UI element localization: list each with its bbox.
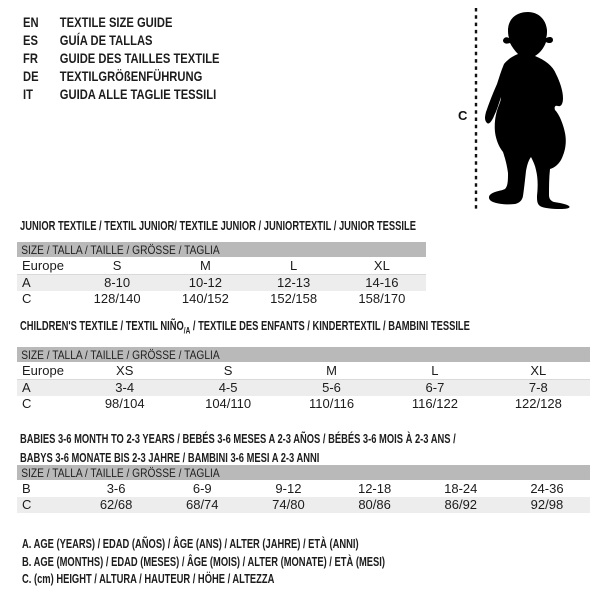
guide-title-es: GUÍA DE TALLAS: [59, 32, 153, 48]
table-title-babies-line1: BABIES 3-6 MONTH TO 2-3 YEARS / BEBÉS 3-6 MESES A 2-3 AÑOS / BÉBÉS 3-6 MOIS À 2-3 ANS /: [20, 431, 456, 446]
language-row-it: [23, 85, 220, 103]
children-size-table: [17, 347, 590, 412]
language-code: ES: [23, 32, 38, 48]
size-header-label: SIZE / TALLA / TAILLE / GRÖSSE / TAGLIA: [21, 242, 220, 257]
row-label: C: [22, 291, 32, 306]
height-cell: 74/80: [272, 497, 305, 512]
height-cell: 158/170: [358, 291, 406, 306]
baby-silhouette-icon: [455, 0, 600, 215]
row-label: A: [22, 275, 31, 290]
height-cell: 104/110: [205, 396, 252, 411]
table-title-children: [20, 318, 470, 336]
age-cell: 9-12: [275, 481, 302, 496]
age-cell: 18-24: [444, 481, 478, 496]
language-code: FR: [23, 50, 38, 66]
age-cell: 3-4: [115, 380, 135, 395]
footnote-a: A. AGE (YEARS) / EDAD (AÑOS) / ÂGE (ANS) / ALTER (JAHRE) / ETÀ (ANNI): [22, 536, 359, 551]
baby-figure: [455, 0, 600, 215]
guide-title-de: TEXTILGRÖßENFÜHRUNG: [59, 68, 203, 84]
age-cell: 5-6: [322, 380, 341, 395]
size-header-band: [17, 465, 590, 480]
table-row-height: [17, 497, 590, 513]
table-title-babies: [20, 429, 456, 467]
size-cell: L: [290, 258, 298, 273]
junior-size-table: [17, 242, 426, 307]
age-cell: 6-7: [425, 380, 445, 395]
size-cell: M: [326, 363, 337, 378]
age-cell: 6-9: [192, 481, 212, 496]
language-code: DE: [23, 68, 39, 84]
size-header-band: [17, 242, 426, 257]
height-cell: 92/98: [530, 497, 564, 512]
age-cell: 14-16: [365, 275, 399, 290]
table-title-babies-line2: BABYS 3-6 MONATE BIS 2-3 JAHRE / BAMBINI 3-6 MESI A 2-3 ANNI: [20, 450, 320, 465]
age-cell: 8-10: [104, 275, 131, 290]
height-cell: 98/104: [104, 396, 145, 411]
height-cell: 62/68: [99, 497, 133, 512]
height-cell: 68/74: [185, 497, 219, 512]
toddler-silhouette: [485, 12, 570, 209]
language-row-de: [23, 67, 220, 85]
height-cell: 116/122: [411, 396, 458, 411]
age-cell: 4-5: [218, 380, 238, 395]
row-label: Europe: [22, 363, 64, 378]
height-cell: 86/92: [444, 497, 478, 512]
table-title-children-text: CHILDREN'S TEXTILE / TEXTIL NIÑO: [20, 318, 184, 333]
height-cell: 128/140: [93, 291, 141, 306]
table-title-children-text: / TEXTILE DES ENFANTS / KINDERTEXTIL / BAMBINI TESSILE: [190, 318, 470, 333]
height-cell: 152/158: [270, 291, 318, 306]
guide-title-fr: GUIDE DES TAILLES TEXTILE: [59, 50, 220, 66]
age-cell: 12-13: [277, 275, 311, 290]
guide-title-it: GUIDA ALLE TAGLIE TESSILI: [59, 86, 217, 102]
table-row-age: [17, 380, 590, 396]
language-row-fr: [23, 49, 220, 67]
table-title-junior: JUNIOR TEXTILE / TEXTIL JUNIOR/ TEXTILE JUNIOR / JUNIORTEXTIL / JUNIOR TESSILE: [20, 218, 416, 233]
row-label: C: [22, 497, 32, 512]
size-cell: L: [431, 363, 439, 378]
row-label: B: [22, 481, 31, 496]
age-cell: 10-12: [188, 275, 222, 290]
table-row-height: [17, 396, 590, 412]
size-header-band: [17, 347, 590, 362]
table-row-age-months: [17, 481, 590, 497]
age-cell: 3-6: [106, 481, 126, 496]
footnote-b: B. AGE (MONTHS) / EDAD (MESES) / ÂGE (MOIS) / ALTER (MONATE) / ETÀ (MESI): [22, 553, 385, 569]
height-label: C: [458, 108, 468, 123]
table-row-age: [17, 275, 426, 291]
size-cell: XS: [116, 363, 134, 378]
row-label: A: [22, 380, 31, 395]
table-row-height: [17, 291, 426, 307]
height-cell: 122/128: [514, 396, 562, 411]
table-row-europe: [17, 258, 426, 275]
language-code: IT: [23, 86, 33, 102]
size-cell: XL: [373, 258, 390, 273]
height-cell: 110/116: [308, 396, 355, 411]
size-cell: S: [223, 363, 233, 378]
footnote-c: C. (cm) HEIGHT / ALTURA / HAUTEUR / HÖHE / ALTEZZA: [22, 571, 275, 586]
height-cell: 140/152: [181, 291, 229, 306]
table-title-children-sub: /A: [183, 325, 191, 336]
height-cell: 80/86: [358, 497, 391, 512]
table-row-europe: [17, 363, 590, 380]
age-cell: 24-36: [530, 481, 564, 496]
row-label: Europe: [22, 258, 64, 273]
language-row-en: [23, 13, 220, 31]
size-cell: M: [199, 258, 211, 273]
size-cell: S: [112, 258, 122, 273]
babies-size-table: [17, 465, 590, 513]
language-code: EN: [23, 14, 39, 30]
footnotes: [22, 535, 526, 588]
language-title-list: [23, 13, 269, 103]
language-row-es: [23, 31, 220, 49]
size-cell: XL: [530, 363, 547, 378]
age-cell: 12-18: [357, 481, 392, 496]
guide-title-en: TEXTILE SIZE GUIDE: [59, 14, 173, 30]
age-cell: 7-8: [528, 380, 548, 395]
row-label: C: [22, 396, 32, 411]
size-header-label: SIZE / TALLA / TAILLE / GRÖSSE / TAGLIA: [21, 465, 220, 480]
size-header-label: SIZE / TALLA / TAILLE / GRÖSSE / TAGLIA: [21, 347, 220, 362]
